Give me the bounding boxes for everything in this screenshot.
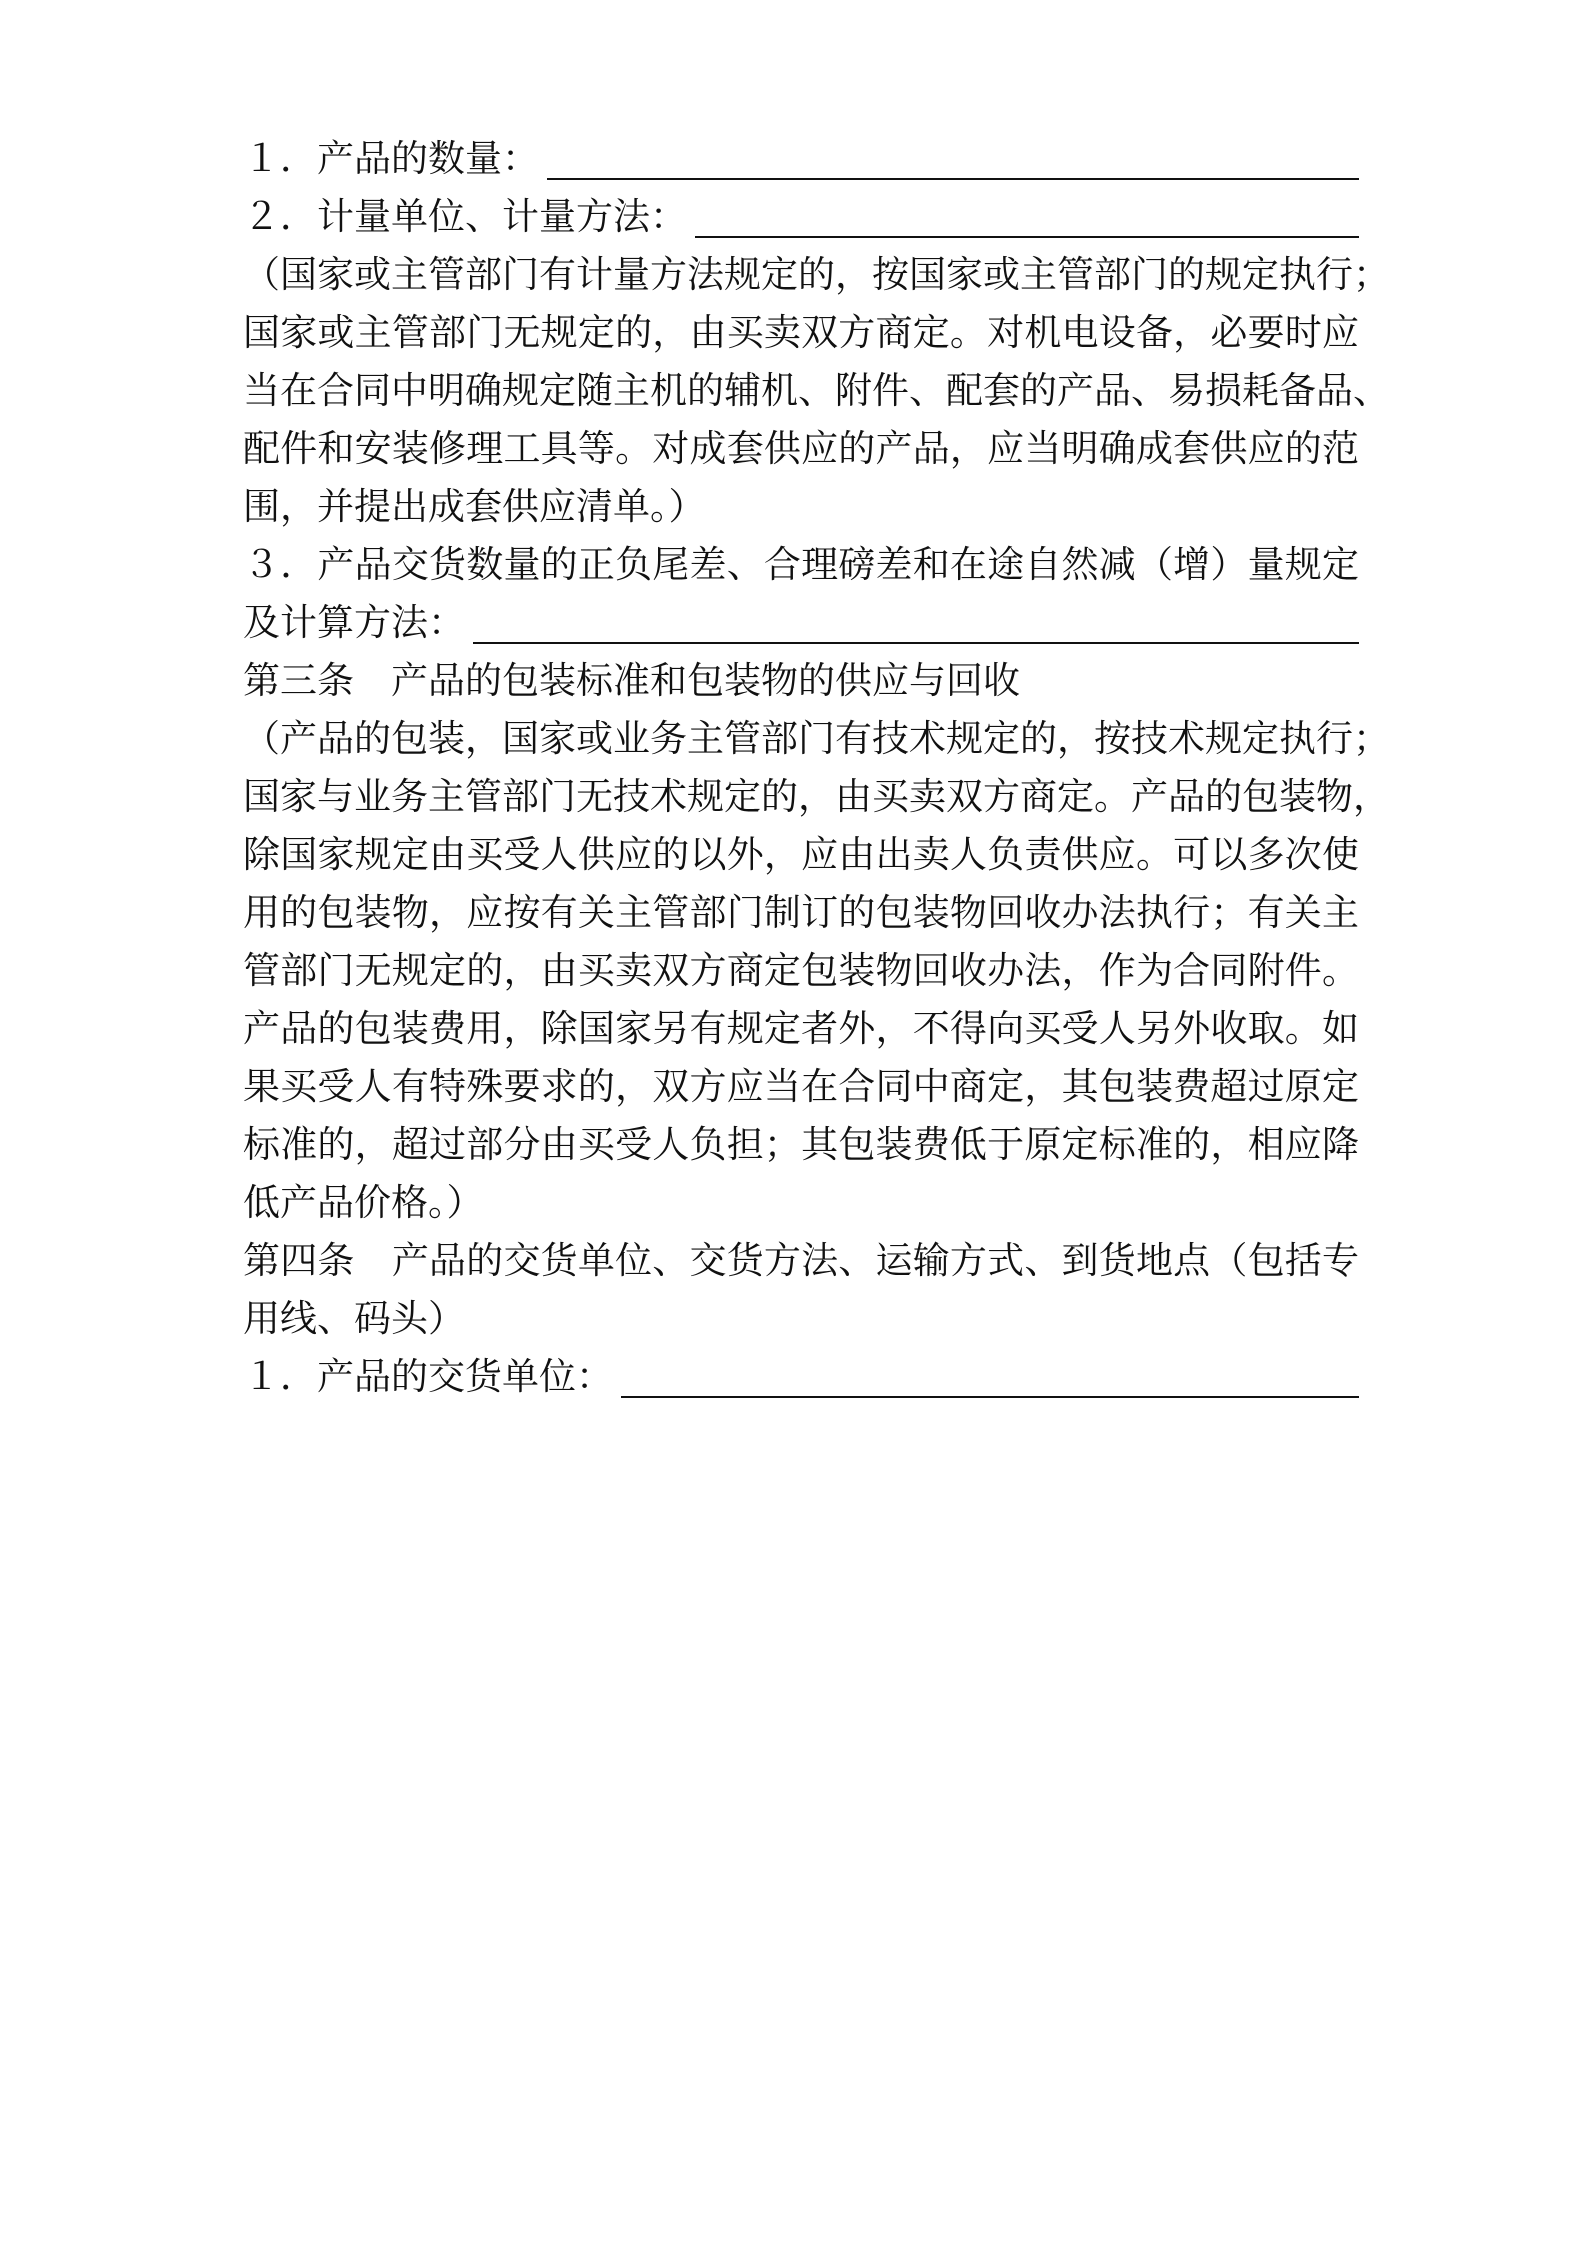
paragraph-line: 管部门无规定的，由买卖双方商定包装物回收办法，作为合同附件。	[243, 949, 1359, 992]
paragraph-line: 围，并提出成套供应清单。）	[243, 485, 706, 528]
article-heading: 第四条 产品的交货单位、交货方法、运输方式、到货地点（包括专	[243, 1239, 1359, 1282]
fill-in-blank-line[interactable]	[621, 1356, 1359, 1398]
paragraph-line: 当在合同中明确规定随主机的辅机、附件、配套的产品、易损耗备品、	[243, 369, 1390, 412]
paragraph-line: 配件和安装修理工具等。对成套供应的产品，应当明确成套供应的范	[243, 427, 1359, 470]
paragraph-line: 用的包装物，应按有关主管部门制订的包装物回收办法执行；有关主	[243, 891, 1359, 934]
fill-in-blank-line[interactable]	[695, 196, 1359, 238]
paragraph-line: 低产品价格。）	[243, 1181, 484, 1224]
paragraph-line: 产品的包装费用，除国家另有规定者外，不得向买受人另外收取。如	[243, 1007, 1359, 1050]
paragraph-line: （国家或主管部门有计量方法规定的，按国家或主管部门的规定执行；	[243, 253, 1390, 296]
paragraph-line: ３．产品交货数量的正负尾差、合理磅差和在途自然减（增）量规定	[243, 543, 1359, 586]
item-delivery-unit	[243, 1349, 1359, 1405]
article-heading: 第三条 产品的包装标准和包装物的供应与回收	[243, 659, 1020, 702]
fill-in-blank-line[interactable]	[547, 138, 1359, 180]
paragraph-line: 果买受人有特殊要求的，双方应当在合同中商定，其包装费超过原定	[243, 1065, 1359, 1108]
item-label: ２．计量单位、计量方法：	[243, 195, 687, 238]
paragraph-line: （产品的包装，国家或业务主管部门有技术规定的，按技术规定执行；	[243, 717, 1390, 760]
item-label: １．产品的数量：	[243, 137, 539, 180]
paragraph-line: 国家或主管部门无规定的，由买卖双方商定。对机电设备，必要时应	[243, 311, 1359, 354]
item-measurement-unit-method	[243, 189, 1359, 245]
paragraph-line: 除国家规定由买受人供应的以外，应由出卖人负责供应。可以多次使	[243, 833, 1359, 876]
paragraph-line: 标准的，超过部分由买受人负担；其包装费低于原定标准的，相应降	[243, 1123, 1359, 1166]
item-product-quantity	[243, 131, 1359, 187]
paragraph-line: 国家与业务主管部门无技术规定的，由买卖双方商定。产品的包装物，	[243, 775, 1390, 818]
item-label: １．产品的交货单位：	[243, 1355, 613, 1398]
item-label: 及计算方法：	[243, 601, 465, 644]
item-calculation-method	[243, 595, 1359, 651]
fill-in-blank-line[interactable]	[473, 602, 1359, 644]
article-heading-continuation: 用线、码头）	[243, 1297, 465, 1340]
